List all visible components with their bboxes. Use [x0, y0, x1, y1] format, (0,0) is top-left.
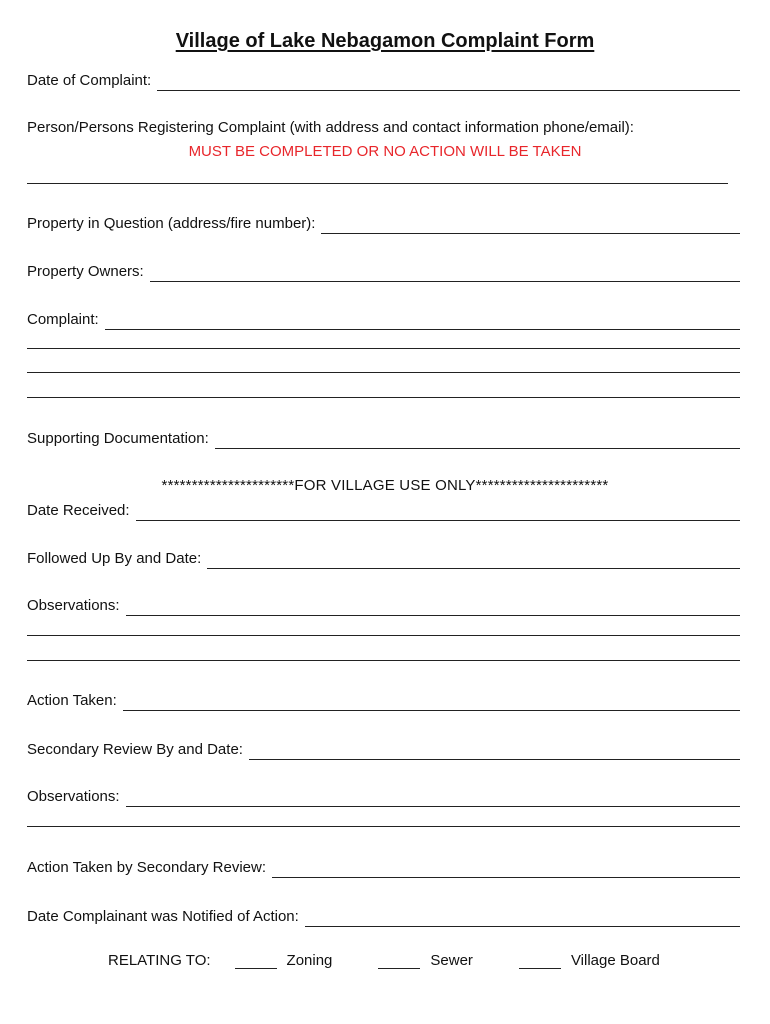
action-secondary-row	[27, 856, 740, 878]
zoning-option[interactable]	[235, 952, 333, 969]
relating-to-label: RELATING TO:	[108, 952, 211, 969]
supporting-field[interactable]	[215, 432, 740, 449]
required-warning: MUST BE COMPLETED OR NO ACTION WILL BE TAKEN	[188, 143, 582, 160]
observations2-row	[27, 785, 740, 807]
sewer-label: Sewer	[430, 952, 473, 969]
complaint-line-4[interactable]	[27, 397, 740, 398]
date-received-label: Date Received:	[27, 502, 130, 519]
page-title: Village of Lake Nebagamon Complaint Form	[175, 30, 595, 52]
observations-row	[27, 594, 740, 616]
property-row	[27, 212, 740, 234]
observations-label: Observations:	[27, 597, 120, 614]
followed-up-field[interactable]	[207, 552, 740, 569]
zoning-label: Zoning	[286, 952, 333, 969]
sewer-checkbox-blank[interactable]	[378, 954, 420, 969]
complaint-line-3[interactable]	[27, 372, 740, 373]
notified-row	[27, 905, 740, 927]
village-board-checkbox-blank[interactable]	[519, 954, 561, 969]
complaint-field[interactable]	[105, 313, 740, 330]
date-of-complaint-row	[27, 69, 740, 91]
action-taken-field[interactable]	[123, 694, 740, 711]
owners-row	[27, 260, 740, 282]
secondary-review-field[interactable]	[249, 743, 740, 760]
observations2-field[interactable]	[126, 790, 740, 807]
complaint-label: Complaint:	[27, 311, 99, 328]
relating-to-row	[108, 952, 660, 969]
date-received-field[interactable]	[136, 504, 740, 521]
owners-label: Property Owners:	[27, 263, 144, 280]
sewer-option[interactable]	[378, 952, 473, 969]
zoning-checkbox-blank[interactable]	[235, 954, 277, 969]
notified-label: Date Complainant was Notified of Action:	[27, 908, 299, 925]
followed-up-row	[27, 547, 740, 569]
action-taken-label: Action Taken:	[27, 692, 117, 709]
supporting-label: Supporting Documentation:	[27, 430, 209, 447]
village-board-option[interactable]	[519, 952, 660, 969]
observations2-label: Observations:	[27, 788, 120, 805]
action-secondary-field[interactable]	[272, 861, 740, 878]
supporting-row	[27, 427, 740, 449]
notified-field[interactable]	[305, 910, 740, 927]
property-field[interactable]	[321, 217, 740, 234]
observations-line-2[interactable]	[27, 635, 740, 636]
date-of-complaint-label: Date of Complaint:	[27, 72, 152, 89]
action-taken-row	[27, 689, 740, 711]
property-label: Property in Question (address/fire number):	[27, 215, 316, 232]
observations2-line-2[interactable]	[27, 826, 740, 827]
date-of-complaint-field[interactable]	[157, 74, 740, 91]
persons-registering-field[interactable]	[27, 183, 728, 184]
followed-up-label: Followed Up By and Date:	[27, 550, 202, 567]
date-received-row	[27, 499, 740, 521]
complaint-row	[27, 308, 740, 330]
complaint-line-2[interactable]	[27, 348, 740, 349]
village-board-label: Village Board	[570, 952, 660, 969]
persons-registering-label: Person/Persons Registering Complaint (with address and contact information phone/email):	[27, 119, 634, 136]
observations-line-3[interactable]	[27, 660, 740, 661]
village-use-header: **********************FOR VILLAGE USE ONLY**********************	[161, 477, 609, 494]
owners-field[interactable]	[150, 265, 740, 282]
observations-field[interactable]	[126, 599, 740, 616]
secondary-review-row	[27, 738, 740, 760]
secondary-review-label: Secondary Review By and Date:	[27, 741, 243, 758]
action-secondary-label: Action Taken by Secondary Review:	[27, 859, 267, 876]
